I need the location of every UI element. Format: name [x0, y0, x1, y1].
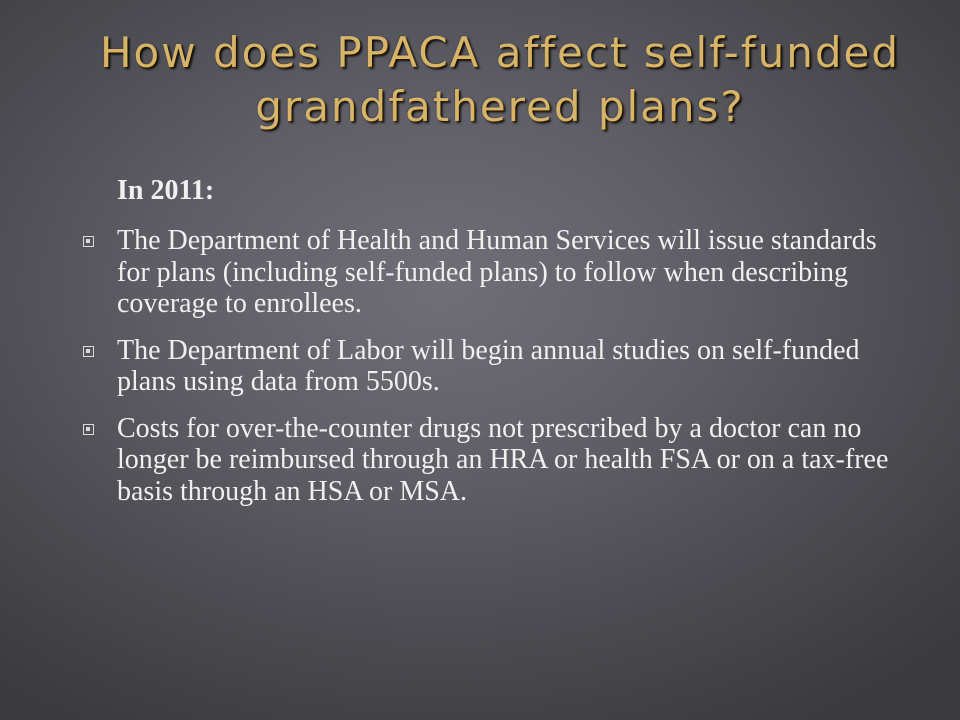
slide-body	[117, 174, 907, 522]
slide-title: How does PPACA affect self-funded grandfathered plans?	[99, 28, 901, 131]
bullet-item	[117, 335, 907, 398]
square-bullet-icon	[83, 424, 94, 435]
lead-text: In 2011:	[117, 175, 215, 206]
square-bullet-icon	[83, 346, 94, 357]
square-bullet-icon	[83, 236, 94, 247]
bullet-text: The Department of Health and Human Services will issue standards for plans (including self-funded plans) to follow when describing coverage to enrollees.	[117, 225, 877, 319]
bullet-item	[117, 413, 907, 508]
bullet-text: The Department of Labor will begin annual studies on self-funded plans using data from 5500s.	[117, 334, 860, 397]
bullet-item	[117, 225, 907, 320]
bullet-list	[117, 225, 907, 507]
bullet-text: Costs for over-the-counter drugs not prescribed by a doctor can no longer be reimbursed through an HRA or health FSA or on a tax-free basis through an HSA or MSA.	[117, 412, 889, 507]
title-area	[70, 26, 930, 134]
